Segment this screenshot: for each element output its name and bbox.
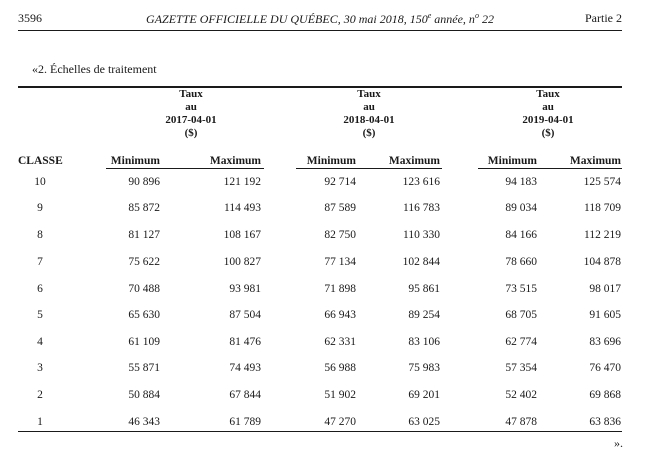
maximum-cell: 93 981 [229,283,261,295]
maximum-cell: 91 605 [589,309,621,321]
maximum-cell: 98 017 [589,283,621,295]
classe-cell: 5 [37,309,43,321]
table-row [0,256,645,272]
minimum-cell: 52 402 [505,389,537,401]
maximum-cell: 108 167 [223,229,261,241]
maximum-cell: 61 789 [229,416,261,428]
maximum-cell: 87 504 [229,309,261,321]
table-row [0,416,645,432]
maximum-cell: 63 836 [589,416,621,428]
minimum-cell: 75 622 [128,256,160,268]
running-header [18,11,622,27]
rate-group-line2: au [363,101,375,113]
maximum-cell: 81 476 [229,336,261,348]
minimum-cell: 51 902 [324,389,356,401]
rate-group-line1: Taux [357,88,381,100]
rate-group-unit: ($) [362,127,376,139]
classe-cell: 9 [37,202,43,214]
table-row [0,389,645,405]
maximum-column-header: Maximum [388,155,440,167]
table-row [0,309,645,325]
minimum-cell: 84 166 [505,229,537,241]
gazette-title: GAZETTE OFFICIELLE DU QUÉBEC, 30 mai 2018, 150e année, $n^o$ 22 [146,11,494,26]
table-bottom-rule [18,431,622,432]
maximum-column-header: Maximum [209,155,261,167]
header-rule [18,30,622,31]
maximum-cell: 89 254 [408,309,440,321]
classe-cell: 10 [34,176,46,188]
maximum-cell: 114 493 [224,202,261,214]
maximum-cell: 63 025 [408,416,440,428]
minimum-cell: 55 871 [128,362,160,374]
table-row [0,362,645,378]
closing-quote: ». [614,436,623,450]
rate-group-date: 2019-04-01 [522,114,574,126]
minimum-cell: 62 774 [505,336,537,348]
maximum-cell: 75 983 [408,362,440,374]
maximum-cell: 95 861 [408,283,440,295]
minimum-cell: 82 750 [324,229,356,241]
rate-group-unit: ($) [541,127,555,139]
minimum-cell: 81 127 [128,229,160,241]
column-header-rule [106,168,264,169]
minimum-cell: 77 134 [324,256,356,268]
maximum-cell: 118 709 [584,202,621,214]
classe-cell: 2 [37,389,43,401]
minimum-cell: 56 988 [324,362,356,374]
minimum-cell: 47 878 [505,416,537,428]
maximum-cell: 125 574 [583,176,621,188]
maximum-cell: 83 106 [408,336,440,348]
minimum-cell: 89 034 [505,202,537,214]
table-row [0,229,645,245]
partie-label: Partie 2 [585,11,622,25]
maximum-cell: 102 844 [402,256,440,268]
rate-group-line1: Taux [536,88,560,100]
maximum-cell: 74 493 [229,362,261,374]
rate-group-line1: Taux [179,88,203,100]
minimum-column-header: Minimum [306,155,356,167]
maximum-cell: 112 219 [584,229,621,241]
minimum-cell: 71 898 [324,283,356,295]
rate-group-unit: ($) [184,127,198,139]
maximum-cell: 69 201 [408,389,440,401]
minimum-cell: 94 183 [505,176,537,188]
minimum-cell: 92 714 [324,176,356,188]
minimum-cell: 62 331 [324,336,356,348]
minimum-cell: 78 660 [505,256,537,268]
minimum-cell: 87 589 [324,202,356,214]
minimum-cell: 61 109 [128,336,160,348]
classe-column-header: CLASSE [18,155,63,167]
maximum-cell: 121 192 [223,176,261,188]
maximum-cell: 76 470 [589,362,621,374]
maximum-column-header: Maximum [569,155,621,167]
maximum-cell: 83 696 [589,336,621,348]
minimum-cell: 65 630 [128,309,160,321]
table-row [0,202,645,218]
classe-cell: 4 [37,336,43,348]
table-row [0,283,645,299]
classe-cell: 1 [37,416,43,428]
maximum-cell: 110 330 [403,229,440,241]
page-number: 3596 [18,11,42,25]
minimum-cell: 57 354 [505,362,537,374]
minimum-cell: 90 896 [128,176,160,188]
column-header-rule [296,168,442,169]
minimum-cell: 46 343 [128,416,160,428]
rate-group-date: 2018-04-01 [343,114,395,126]
classe-cell: 7 [37,256,43,268]
rate-group-line2: au [185,101,197,113]
minimum-cell: 68 705 [505,309,537,321]
maximum-cell: 69 868 [589,389,621,401]
classe-cell: 3 [37,362,43,374]
minimum-column-header: Minimum [110,155,160,167]
minimum-cell: 85 872 [128,202,160,214]
rate-group-header [329,88,409,140]
minimum-cell: 70 488 [128,283,160,295]
rate-group-line2: au [542,101,554,113]
maximum-cell: 104 878 [583,256,621,268]
rate-group-header [151,88,231,140]
rate-group-header [508,88,588,140]
minimum-cell: 66 943 [324,309,356,321]
column-header-rule [478,168,622,169]
maximum-cell: 100 827 [223,256,261,268]
minimum-cell: 50 884 [128,389,160,401]
maximum-cell: 67 844 [229,389,261,401]
classe-cell: 8 [37,229,43,241]
rate-group-date: 2017-04-01 [165,114,217,126]
minimum-cell: 47 270 [324,416,356,428]
minimum-column-header: Minimum [487,155,537,167]
classe-cell: 6 [37,283,43,295]
section-title: «2. Échelles de traitement [32,62,157,76]
maximum-cell: 123 616 [402,176,440,188]
table-row [0,176,645,192]
table-row [0,336,645,352]
minimum-cell: 73 515 [505,283,537,295]
maximum-cell: 116 783 [403,202,440,214]
